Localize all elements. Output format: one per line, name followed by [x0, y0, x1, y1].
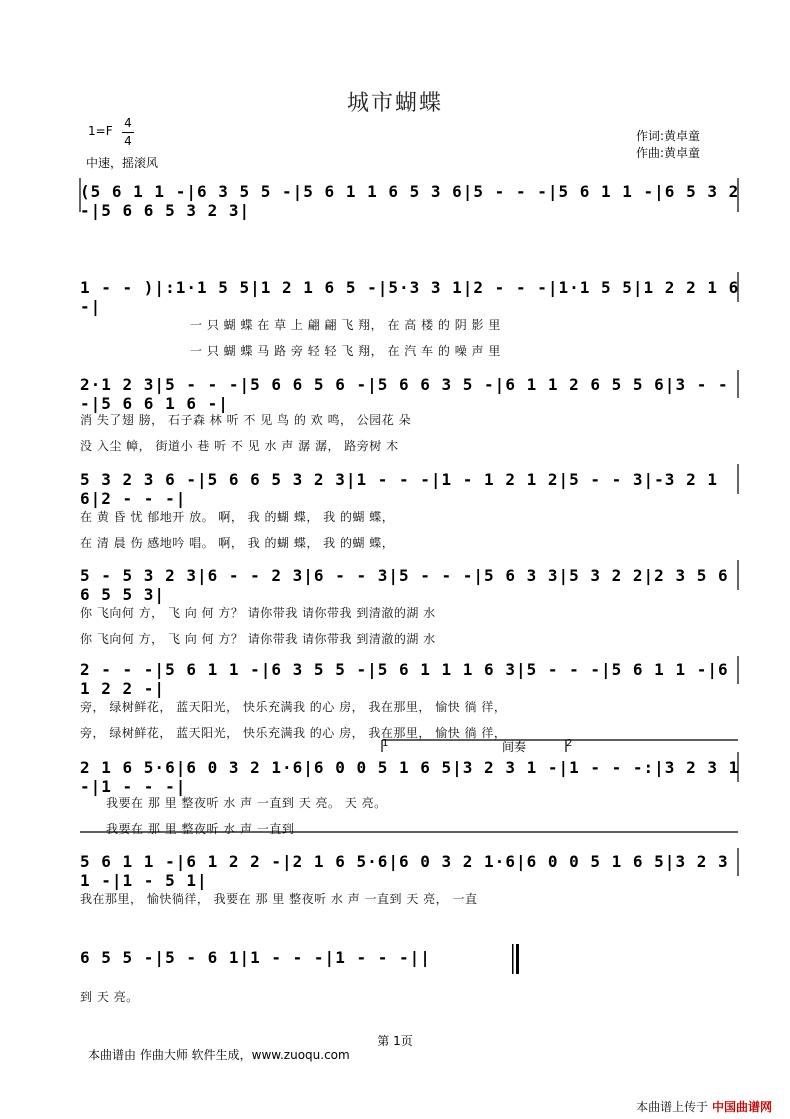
final-barline-thin [512, 944, 514, 974]
final-barline-thick [516, 944, 519, 974]
lyric-verse-2: 你 飞向何 方， 飞 向 何 方？ 请你带我 请你带我 到清澈的湖 水 [80, 632, 436, 646]
lyric-verse-1: 你 飞向何 方， 飞 向 何 方？ 请你带我 请你带我 到清澈的湖 水 [80, 606, 436, 620]
notation-line: 6 5 5 -|5 - 6 1|1 - - -|1 - - -|| [80, 948, 431, 967]
lyric-verse-1: 一 只 蝴 蝶 在 草 上 翩 翩 飞 翔， 在 高 楼 的 阴 影 里 [190, 318, 501, 332]
notation-line: 2 - - -|5 6 1 1 -|6 3 5 5 -|5 6 1 1 1 6 3|5 - - -|5 6 1 1 -|6 1 2 2 -| [80, 660, 729, 698]
lyric-verse-1: 到 天 亮。 [80, 990, 139, 1004]
time-signature-top: 4 [124, 116, 132, 130]
lyric-verse-2: 旁， 绿树鲜花， 蓝天阳光， 快乐充满我 的心 房， 我在那里， 愉快 徜 徉， [80, 726, 507, 740]
lyric-verse-1: 消 失了翅 膀， 石子森 林 听 不 见 鸟 的 欢 鸣， 公园花 朵 [80, 413, 412, 427]
notation-line: 1 - - )|:1·1 5 5|1 2 1 6 5 -|5·3 3 1|2 - - -|1·1 5 5|1 2 2 1 6 -| [80, 278, 740, 316]
lyric-verse-2: 一 只 蝴 蝶 马 路 旁 轻 轻 飞 翔， 在 汽 车 的 噪 声 里 [190, 344, 501, 358]
lyric-verse-1: 在 黄 昏 忧 郁地开 放。 啊， 我 的蝴 蝶， 我 的蝴 蝶， [80, 510, 395, 524]
composer: 作曲:黄卓童 [636, 146, 701, 160]
lyric-verse-1: 我要在 那 里 整夜听 水 声 一直到 天 亮。 天 亮。 [106, 796, 387, 810]
notation-line: 5 6 1 1 -|6 1 2 2 -|2 1 6 5·6|6 0 3 2 1·6|6 0 0 5 1 6 5|3 2 3 1 -|1 - 5 1| [80, 852, 729, 890]
notation-line: 2·1 2 3|5 - - -|5 6 6 5 6 -|5 6 6 3 5 -|6 1 1 2 6 5 5 6|3 - - -|5 6 6 1 6 -| [80, 375, 729, 413]
tempo-marking: 中速，摇滚风 [86, 156, 159, 170]
lyric-verse-2: 没 入尘 幛， 街道小 巷 听 不 见 水 声 潺 潺， 路旁树 木 [80, 439, 399, 453]
time-signature-bottom: 4 [124, 134, 132, 148]
volta-1: 1 [382, 738, 389, 749]
site-logo: 中国曲谱网 [711, 1100, 772, 1114]
key-signature: 1=F [88, 124, 113, 138]
lyric-verse-2: 我要在 那 里 整夜听 水 声 一直到 [106, 822, 295, 836]
notation-line: 5 - 5 3 2 3|6 - - 2 3|6 - - 3|5 - - -|5 6 3 3|5 3 2 2|2 3 5 6 6 5 5 3| [80, 566, 729, 604]
volta-2: 2 [566, 738, 573, 749]
lyricist: 作词:黄卓童 [636, 129, 701, 143]
notation-line: 5 3 2 3 6 -|5 6 6 5 3 2 3|1 - - -|1 - 1 2 1 2|5 - - 3|-3 2 1 6|2 - - -| [80, 470, 718, 508]
page-number: 第 1页 [377, 1034, 413, 1048]
uploader-prefix: 本曲谱上传于 [636, 1100, 709, 1114]
lyric-verse-1: 旁， 绿树鲜花， 蓝天阳光， 快乐充满我 的心 房， 我在那里， 愉快 徜 徉， [80, 700, 507, 714]
notation-line: 2 1 6 5·6|6 0 3 2 1·6|6 0 0 5 1 6 5|3 2 3 1 -|1 - - -:|3 2 3 1 -|1 - - -| [80, 758, 740, 796]
score-title: 城市蝴蝶 [346, 91, 443, 116]
lyric-verse-1: 我在那里， 愉快徜徉， 我要在 那 里 整夜听 水 声 一直到 天 亮， 一直 [80, 892, 478, 906]
lyric-verse-2: 在 清 晨 伤 感地吟 唱。 啊， 我 的蝴 蝶， 我 的蝴 蝶， [80, 536, 395, 550]
uploader-credit [636, 1098, 772, 1115]
notation-line: (5 6 1 1 -|6 3 5 5 -|5 6 1 1 6 5 3 6|5 - - -|5 6 1 1 -|6 5 3 2 -|5 6 6 5 3 2 3| [80, 182, 740, 220]
footer-credit: 本曲谱由 作曲大师 软件生成，www.zuoqu.com [88, 1048, 350, 1062]
interlude-label: 间奏 [502, 740, 527, 754]
